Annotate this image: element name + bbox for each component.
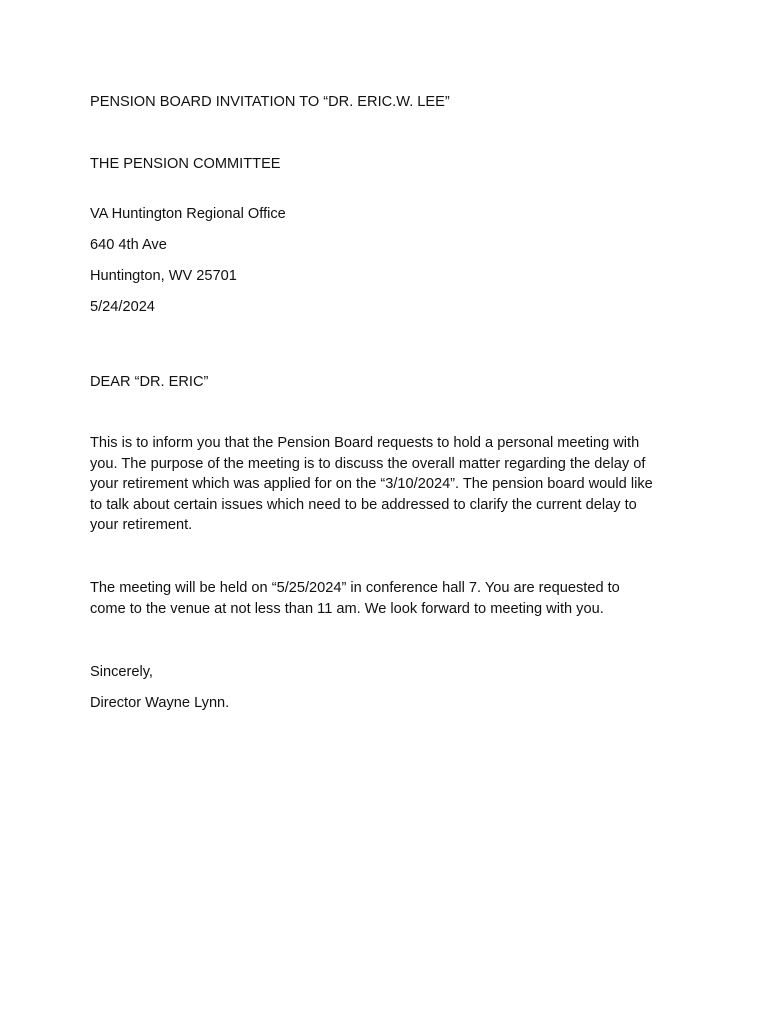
body-paragraph-2-line: come to the venue at not less than 11 am. We look forward to meeting with you.	[90, 600, 604, 617]
letter-title: PENSION BOARD INVITATION TO “DR. ERIC.W. LEE”	[90, 94, 450, 110]
address-line-3: Huntington, WV 25701	[90, 268, 237, 284]
body-paragraph-1-line: your retirement which was applied for on the “3/10/2024”. The pension board would like	[90, 476, 653, 492]
body-paragraph-2	[90, 578, 680, 619]
body-paragraph-1-line: you. The purpose of the meeting is to discuss the overall matter regarding the delay of	[90, 455, 646, 472]
body-paragraph-1-line: to talk about certain issues which need to be addressed to clarify the current delay to	[90, 496, 637, 513]
salutation: DEAR “DR. ERIC”	[90, 374, 209, 390]
closing: Sincerely,	[90, 664, 153, 680]
body-paragraph-2-line: The meeting will be held on “5/25/2024” in conference hall 7. You are requested to	[90, 580, 620, 596]
body-paragraph-1-line: This is to inform you that the Pension Board requests to hold a personal meeting with	[90, 435, 640, 451]
body-paragraph-1	[90, 433, 680, 536]
sender-name: THE PENSION COMMITTEE	[90, 156, 281, 172]
address-line-1: VA Huntington Regional Office	[90, 206, 286, 222]
body-paragraph-1-line: your retirement.	[90, 517, 193, 533]
signature: Director Wayne Lynn.	[90, 695, 230, 711]
letter-date: 5/24/2024	[90, 299, 155, 315]
address-line-2: 640 4th Ave	[90, 237, 167, 253]
